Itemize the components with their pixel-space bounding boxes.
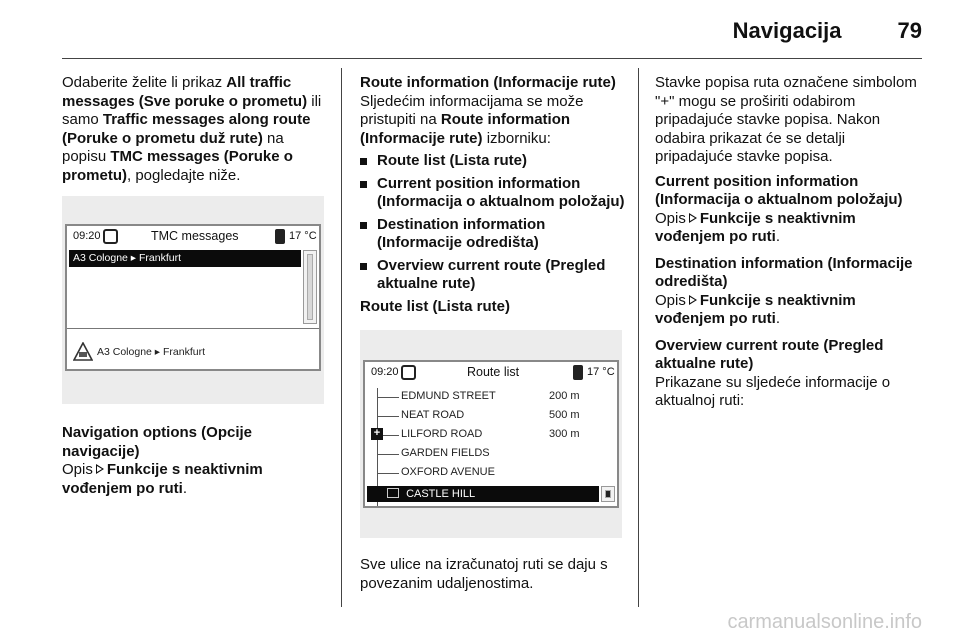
scrollbar-thumb[interactable] — [605, 490, 611, 498]
bullet-icon — [360, 222, 367, 229]
list-item: Route list (Lista rute) — [360, 152, 625, 171]
header-rule — [62, 58, 922, 59]
screen-title: TMC messages — [151, 229, 239, 243]
nav-options-ref: Opis Funkcije s neaktivnim vođenjem po ruti. — [62, 461, 263, 497]
screen-title: Route list — [467, 365, 520, 379]
arrow-icon — [689, 295, 697, 305]
intro-paragraph: Odaberite želite li prikaz All traffic messages (Sve poruke o prometu) ili samo Traffic messages along route (Poruke o prometu duž rute) na popisu TMC messages (Poruke o prometu), pogledajte niže. — [62, 74, 322, 184]
route-distance: 200 m — [549, 390, 580, 402]
route-street[interactable]: GARDEN FIELDS — [401, 447, 490, 459]
status-face-icon — [401, 365, 416, 380]
scrollbar-thumb[interactable] — [307, 254, 313, 320]
page-title: Navigacija — [732, 18, 842, 43]
nav-options-heading: Navigation options (Opcije navigacije) — [62, 424, 253, 460]
page-header — [733, 18, 922, 44]
column-2 — [360, 74, 625, 316]
destination-heading: Destination information (Informacije odredišta) — [655, 254, 913, 290]
thermometer-icon — [275, 229, 285, 244]
column-1 — [62, 74, 328, 185]
nav-options-link[interactable]: Funkcije s neaktivnim vođenjem po ruti — [62, 461, 263, 497]
tmc-screen-figure — [62, 196, 324, 404]
tree-branch — [377, 454, 399, 455]
traffic-warning-icon — [73, 342, 93, 362]
scrollbar[interactable] — [303, 250, 317, 324]
current-position-link[interactable]: Funkcije s neaktivnim vođenjem po ruti — [655, 209, 856, 245]
route-list-heading: Route list (Lista rute) — [360, 297, 511, 315]
route-list-caption: Sve ulice na izračunatoj ruti se daju s povezanim udaljenostima. — [360, 556, 608, 592]
route-screen-figure — [360, 330, 622, 538]
bullet-icon — [360, 158, 367, 165]
overview-text: Prikazane su sljedeće informacije o aktualnoj ruti: — [655, 373, 891, 409]
selected-message-row[interactable]: A3 Cologne ▸ Frankfurt — [69, 250, 301, 267]
list-item: Destination information (Informacije odredišta) — [360, 216, 625, 253]
current-position-ref: Opis Funkcije s neaktivnim vođenjem po ruti. — [655, 209, 856, 245]
route-street[interactable]: LILFORD ROAD — [401, 428, 483, 440]
tree-branch — [377, 416, 399, 417]
status-face-icon — [103, 229, 118, 244]
arrow-icon — [689, 213, 697, 223]
temperature: 17 °C — [587, 366, 615, 378]
route-distance: 300 m — [549, 428, 580, 440]
arrow-icon — [96, 464, 104, 474]
route-street[interactable]: EDMUND STREET — [401, 390, 496, 402]
watermark: carmanualsonline.info — [727, 611, 922, 633]
message-detail: A3 Cologne ▸ Frankfurt — [97, 346, 205, 358]
route-street[interactable]: NEAT ROAD — [401, 409, 465, 421]
temperature: 17 °C — [289, 230, 317, 242]
current-position-heading: Current position information (Informacija o aktualnom položaju) — [655, 172, 903, 208]
overview-heading: Overview current route (Pregled aktualne rute) — [655, 336, 884, 372]
route-screen — [363, 360, 619, 508]
tmc-screen — [65, 224, 321, 371]
destination-link[interactable]: Funkcije s neaktivnim vođenjem po ruti — [655, 291, 856, 327]
route-street[interactable]: OXFORD AVENUE — [401, 466, 495, 478]
column-divider-1 — [341, 68, 342, 607]
page-number: 79 — [897, 18, 922, 43]
separator — [67, 328, 319, 329]
expand-plus-icon[interactable]: + — [371, 428, 383, 440]
selected-route-row[interactable]: CASTLE HILL — [367, 486, 599, 502]
tree-branch — [377, 397, 399, 398]
bullet-icon — [360, 181, 367, 188]
bullet-icon — [360, 263, 367, 270]
list-item: Current position information (Informacija o aktualnom položaju) — [360, 175, 625, 212]
column-divider-2 — [638, 68, 639, 607]
column-3 — [655, 74, 925, 411]
clock: 09:20 — [371, 366, 399, 378]
clock: 09:20 — [73, 230, 101, 242]
destination-flag-icon — [387, 488, 399, 498]
nav-options-section — [62, 424, 328, 498]
tree-branch — [377, 473, 399, 474]
list-item: Overview current route (Pregled aktualne rute) — [360, 257, 625, 294]
route-info-intro: Sljedećim informacijama se može pristupiti na Route information (Informacije rute) izborniku: — [360, 92, 584, 147]
route-info-list — [360, 152, 625, 294]
thermometer-icon — [573, 365, 583, 380]
route-distance: 500 m — [549, 409, 580, 421]
scrollbar[interactable] — [601, 486, 615, 502]
destination-ref: Opis Funkcije s neaktivnim vođenjem po ruti. — [655, 291, 856, 327]
route-info-heading: Route information (Informacije rute) — [360, 74, 616, 91]
expand-paragraph: Stavke popisa ruta označene simbolom "+" mogu se proširiti odabirom pripadajuće stavke popisa. Nakon odabira prikazat će se detalji pripadajuće stavke popisa. — [655, 74, 917, 165]
